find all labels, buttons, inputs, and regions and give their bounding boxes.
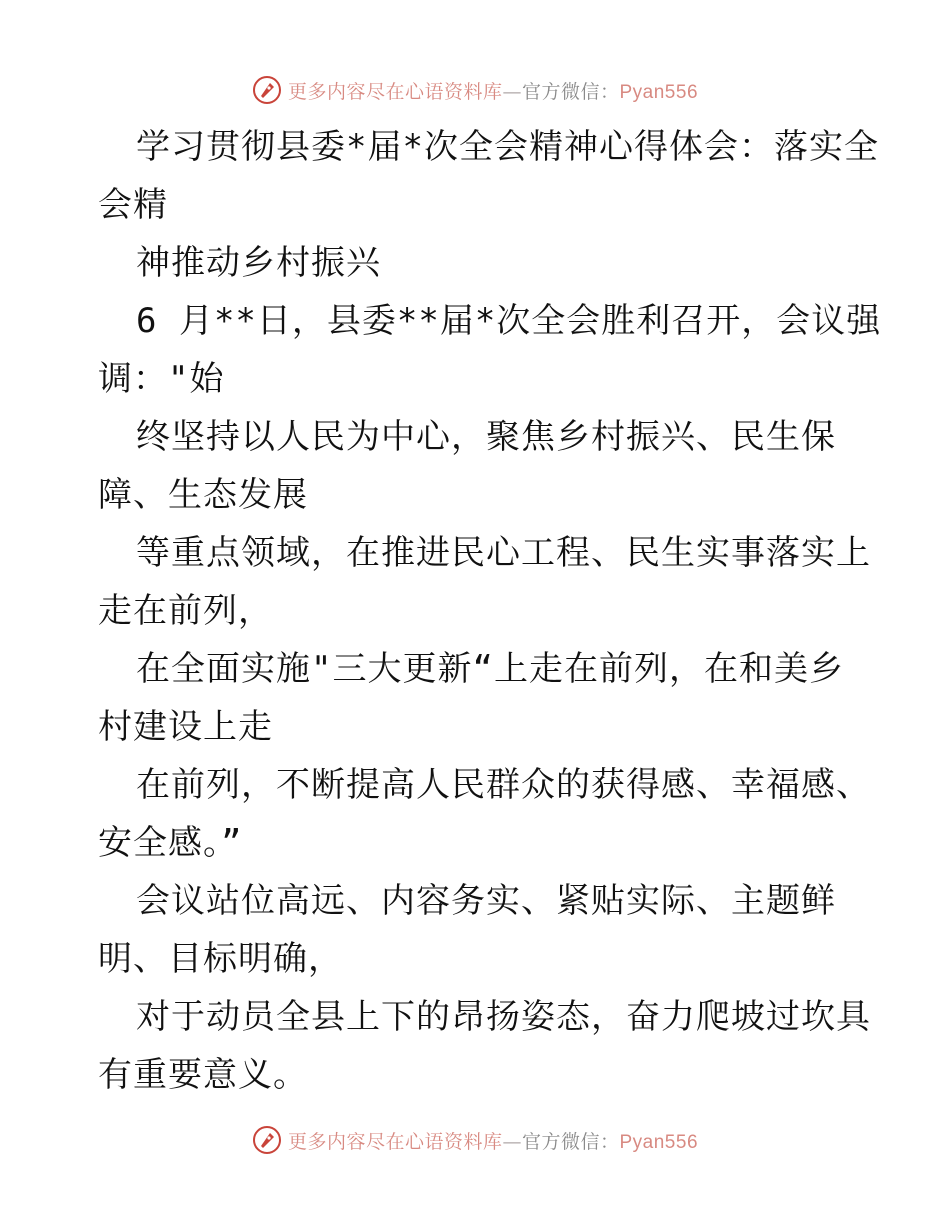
document-line: 等重点领域，在推进民心工程、民生实事落实上 (136, 533, 871, 573)
document-body (98, 118, 882, 1104)
watermark-slogan: 更多内容尽在心语资料库 (287, 80, 503, 103)
document-line: 村建设上走 (98, 707, 273, 747)
document-line: 走在前列， (98, 591, 273, 631)
document-line: 会议站位高远、内容务实、紧贴实际、主题鲜 (136, 881, 836, 921)
document-line: 明、目标明确， (98, 939, 343, 979)
document-line: 会精 (98, 185, 168, 225)
document-line: 学习贯彻县委*届*次全会精神心得体会：落实全 (136, 127, 879, 167)
document-line: 神推动乡村振兴 (136, 243, 381, 283)
watermark-text (288, 77, 698, 104)
document-line: 对于动员全县上下的昂扬姿态，奋力爬坡过坎具 (136, 997, 871, 1037)
document-line: 安全感。” (98, 823, 243, 863)
watermark-slogan: 更多内容尽在心语资料库 (287, 1130, 503, 1153)
document-line: 终坚持以人民为中心，聚焦乡村振兴、民生保 (136, 417, 836, 457)
watermark-handle: Pyan556 (619, 1131, 699, 1153)
document-line: 6 月**日，县委**届*次全会胜利召开，会议强 (136, 301, 882, 341)
document-line: 有重要意义。 (98, 1055, 308, 1095)
footer-watermark (0, 1120, 950, 1160)
document-line: 在前列，不断提高人民群众的获得感、幸福感、 (136, 765, 871, 805)
watermark-handle: Pyan556 (619, 81, 699, 103)
watermark-separator: — (502, 80, 522, 103)
watermark-text (288, 1127, 698, 1154)
watermark-label: 官方微信： (521, 80, 620, 103)
document-line: 在全面实施"三大更新“上走在前列，在和美乡 (136, 649, 844, 689)
watermark-label: 官方微信： (521, 1130, 620, 1153)
pen-nib-logo-icon (252, 75, 282, 105)
document-line: 障、生态发展 (98, 475, 308, 515)
watermark-separator: — (502, 1130, 522, 1153)
header-watermark (0, 70, 950, 110)
pen-nib-logo-icon (252, 1125, 282, 1155)
document-line: 调："始 (98, 359, 225, 399)
